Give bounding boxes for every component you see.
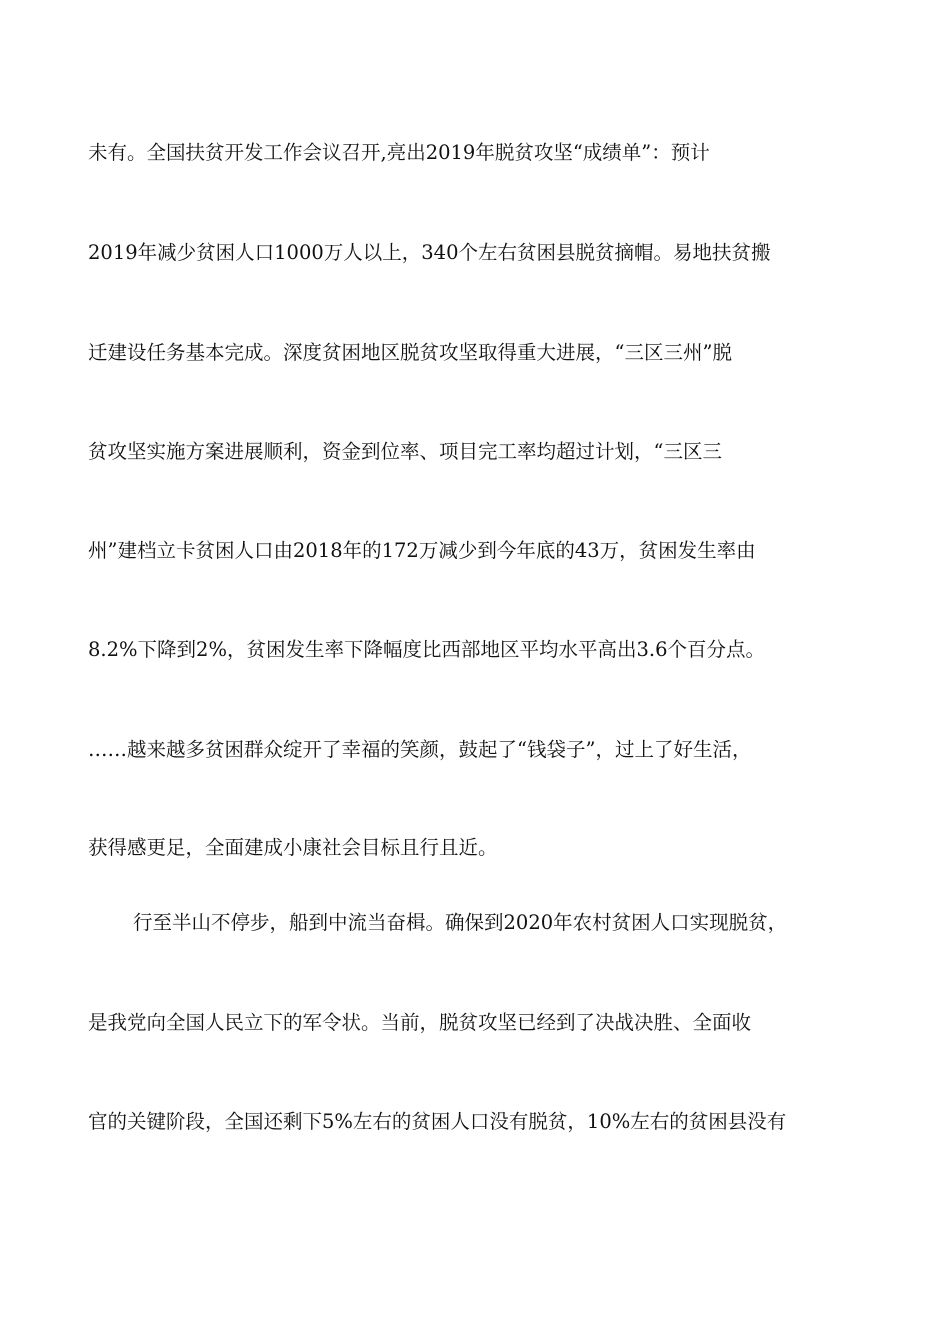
text-line: 获得感更足，全面建成小康社会目标且行且近。: [88, 836, 498, 859]
text-line: 贫攻坚实施方案进展顺利，资金到位率、项目完工率均超过计划，“三区三: [88, 440, 722, 463]
text-line: 是我党向全国人民立下的军令状。当前，脱贫攻坚已经到了决战决胜、全面收: [88, 1011, 752, 1034]
text-line: 未有。全国扶贫开发工作会议召开,亮出2019年脱贫攻坚“成绩单”：预计: [88, 141, 710, 164]
paragraph-first-line: 行至半山不停步，船到中流当奋楫。确保到2020年农村贫困人口实现脱贫，: [133, 911, 788, 934]
text-line: 8.2%下降到2%，贫困发生率下降幅度比西部地区平均水平高出3.6个百分点。: [88, 638, 765, 661]
text-line: 2019年减少贫困人口1000万人以上，340个左右贫困县脱贫摘帽。易地扶贫搬: [88, 241, 771, 264]
text-line: 迁建设任务基本完成。深度贫困地区脱贫攻坚取得重大进展，“三区三州”脱: [88, 341, 732, 364]
text-line: 州”建档立卡贫困人口由2018年的172万减少到今年底的43万，贫困发生率由: [88, 539, 756, 562]
text-line: ……越来越多贫困群众绽开了幸福的笑颜，鼓起了“钱袋子”，过上了好生活，: [88, 738, 752, 761]
text-line: 官的关键阶段，全国还剩下5%左右的贫困人口没有脱贫，10%左右的贫困县没有: [88, 1110, 787, 1133]
